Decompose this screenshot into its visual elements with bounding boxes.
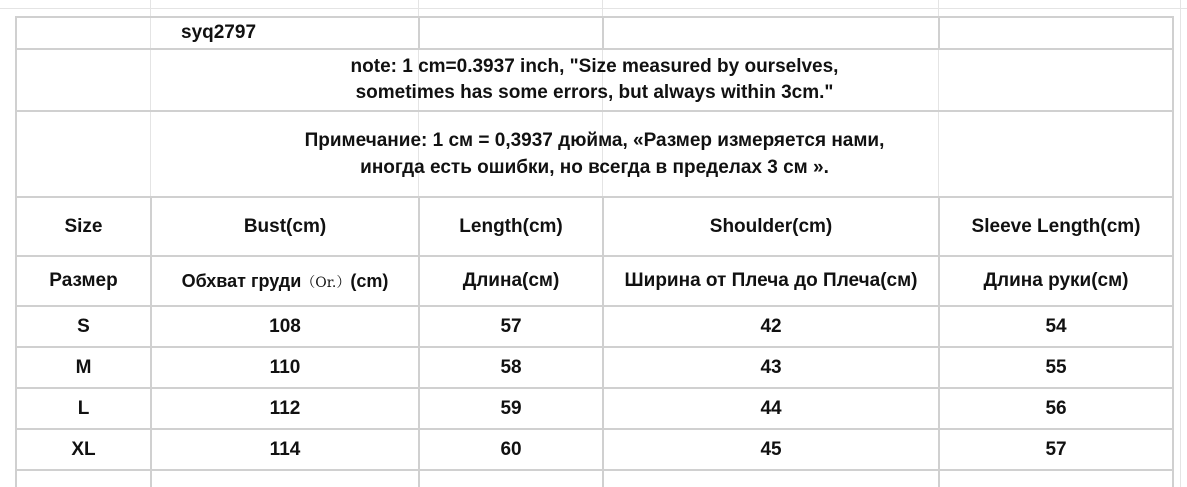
length-cell[interactable]: 57 [419, 306, 603, 347]
size-cell[interactable]: S [16, 306, 151, 347]
header-bust-ru-unit: (cm) [350, 270, 389, 291]
table-row [16, 429, 1173, 470]
header-sleeve[interactable]: Sleeve Length(cm) [939, 197, 1173, 256]
header-bust-ru-mark: （Or.） [301, 274, 351, 291]
header-sleeve-ru[interactable]: Длина руки(см) [939, 256, 1173, 306]
note-ru-cell[interactable] [16, 111, 1173, 197]
grid-line [0, 8, 1187, 9]
note-en-line: sometimes has some errors, but always within 3cm." [355, 82, 834, 103]
header-bust-ru: Обхват груди [181, 270, 302, 291]
header-length[interactable]: Length(cm) [419, 197, 603, 256]
bust-cell[interactable]: 108 [151, 306, 419, 347]
sleeve-cell[interactable]: 56 [939, 388, 1173, 429]
bust-cell[interactable]: 112 [151, 388, 419, 429]
header-size[interactable]: Size [16, 197, 151, 256]
product-code-row [16, 17, 1173, 49]
product-code: syq2797 [181, 22, 257, 43]
table-row [16, 388, 1173, 429]
size-cell[interactable]: L [16, 388, 151, 429]
empty-cell[interactable] [603, 17, 939, 49]
header-shoulder[interactable]: Shoulder(cm) [603, 197, 939, 256]
bust-cell[interactable]: 114 [151, 429, 419, 470]
empty-row [16, 470, 1173, 487]
header-size-ru[interactable]: Размер [16, 256, 151, 306]
sleeve-cell[interactable]: 54 [939, 306, 1173, 347]
note-ru-row [16, 111, 1173, 197]
header-shoulder-ru[interactable]: Ширина от Плеча до Плеча(см) [603, 256, 939, 306]
empty-cell[interactable] [603, 470, 939, 487]
length-cell[interactable]: 58 [419, 347, 603, 388]
table-row [16, 347, 1173, 388]
sleeve-cell[interactable]: 55 [939, 347, 1173, 388]
shoulder-cell[interactable]: 42 [603, 306, 939, 347]
size-cell[interactable]: M [16, 347, 151, 388]
empty-cell[interactable] [151, 470, 419, 487]
length-cell[interactable]: 60 [419, 429, 603, 470]
bust-cell[interactable]: 110 [151, 347, 419, 388]
size-cell[interactable]: XL [16, 429, 151, 470]
note-en-cell[interactable] [16, 49, 1173, 111]
header-bust-ru-cell[interactable] [151, 256, 419, 306]
header-row-ru [16, 256, 1173, 306]
product-code-cell[interactable] [16, 17, 419, 49]
note-ru-line: Примечание: 1 см = 0,3937 дюйма, «Размер измеряется нами, [304, 130, 885, 151]
empty-cell[interactable] [419, 17, 603, 49]
header-row-en [16, 197, 1173, 256]
note-en-line: note: 1 cm=0.3937 inch, "Size measured by ourselves, [350, 56, 839, 77]
empty-cell[interactable] [419, 470, 603, 487]
grid-line [1180, 0, 1181, 487]
empty-cell[interactable] [939, 470, 1173, 487]
header-bust[interactable]: Bust(cm) [151, 197, 419, 256]
length-cell[interactable]: 59 [419, 388, 603, 429]
size-table [15, 16, 1174, 487]
note-en-row [16, 49, 1173, 111]
shoulder-cell[interactable]: 44 [603, 388, 939, 429]
empty-cell[interactable] [16, 470, 151, 487]
note-ru-line: иногда есть ошибки, но всегда в пределах 3 см ». [360, 157, 829, 178]
empty-cell[interactable] [939, 17, 1173, 49]
shoulder-cell[interactable]: 43 [603, 347, 939, 388]
table-row [16, 306, 1173, 347]
header-length-ru[interactable]: Длина(см) [419, 256, 603, 306]
sleeve-cell[interactable]: 57 [939, 429, 1173, 470]
shoulder-cell[interactable]: 45 [603, 429, 939, 470]
